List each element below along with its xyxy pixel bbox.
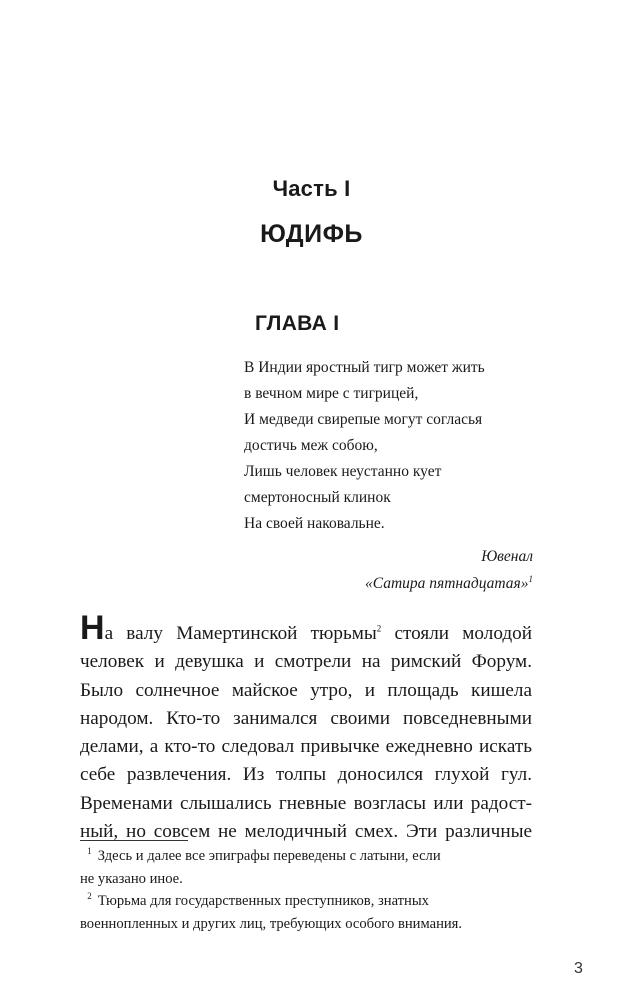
body-line: ный, но совсем не мелодичный смех. Эти различные <box>80 821 532 843</box>
epigraph-source-line <box>365 570 533 597</box>
footnote-number: 2 <box>87 891 92 902</box>
body-line: Временами слышались гневные возгласы или радост- <box>80 792 532 814</box>
chapter-title: ГЛАВА I <box>255 312 340 335</box>
part-title: Часть I <box>272 176 351 201</box>
drop-cap: Н <box>80 609 105 647</box>
body-line: человек и девушка и смотрели на римский Форум. <box>80 651 532 673</box>
epigraph-attribution <box>365 543 533 597</box>
page-number: 3 <box>574 960 583 977</box>
footnote-text: Здесь и далее все эпиграфы переведены с латыни, если <box>97 848 441 864</box>
epigraph-line: На своей наковальне. <box>244 515 385 532</box>
footnote-ref[interactable]: 2 <box>376 623 382 634</box>
footnote-divider <box>80 840 188 841</box>
epigraph-line: В Индии яростный тигр может жить <box>244 359 485 376</box>
footnote-2-line: военнопленных и других лиц, требующих особого внимания. <box>80 915 463 932</box>
body-line: Было солнечное майское утро, и площадь кишела <box>80 679 532 701</box>
body-first-line-tail: стояли молодой <box>381 623 532 644</box>
epigraph-line: достичь меж собою, <box>244 437 378 454</box>
footnote-1-line: не указано иное. <box>80 870 183 887</box>
epigraph-author: Ювенал <box>481 548 533 565</box>
footnotes <box>80 845 532 935</box>
book-title: ЮДИФЬ <box>260 220 363 248</box>
epigraph-line: И медведи свирепые могут согласья <box>244 411 483 428</box>
body-first-line-text: а валу Мамертинской тюрьмы <box>104 623 377 644</box>
epigraph-line: Лишь человек неустанно кует <box>244 463 442 480</box>
footnote-2-line <box>80 890 532 913</box>
epigraph-line: смертоносный клинок <box>244 489 391 506</box>
footnote-text: Тюрьма для государственных преступников, знатных <box>97 893 429 909</box>
epigraph-line: в вечном мире с тигрицей, <box>244 385 419 402</box>
epigraph <box>244 355 534 537</box>
footnote-number: 1 <box>87 846 92 857</box>
body-line: делами, а кто-то следовал привычке ежедневно искать <box>80 736 532 758</box>
body-text <box>80 609 532 846</box>
body-line: себе развлечения. Из толпы доносился глухой гул. <box>80 764 532 786</box>
footnote-ref[interactable]: 1 <box>528 573 533 584</box>
epigraph-source: «Сатира пятнадцатая» <box>365 575 529 592</box>
footnote-1-line <box>80 845 532 868</box>
body-first-line <box>80 609 532 648</box>
body-line: народом. Кто-то занимался своими повседневными <box>80 707 532 729</box>
